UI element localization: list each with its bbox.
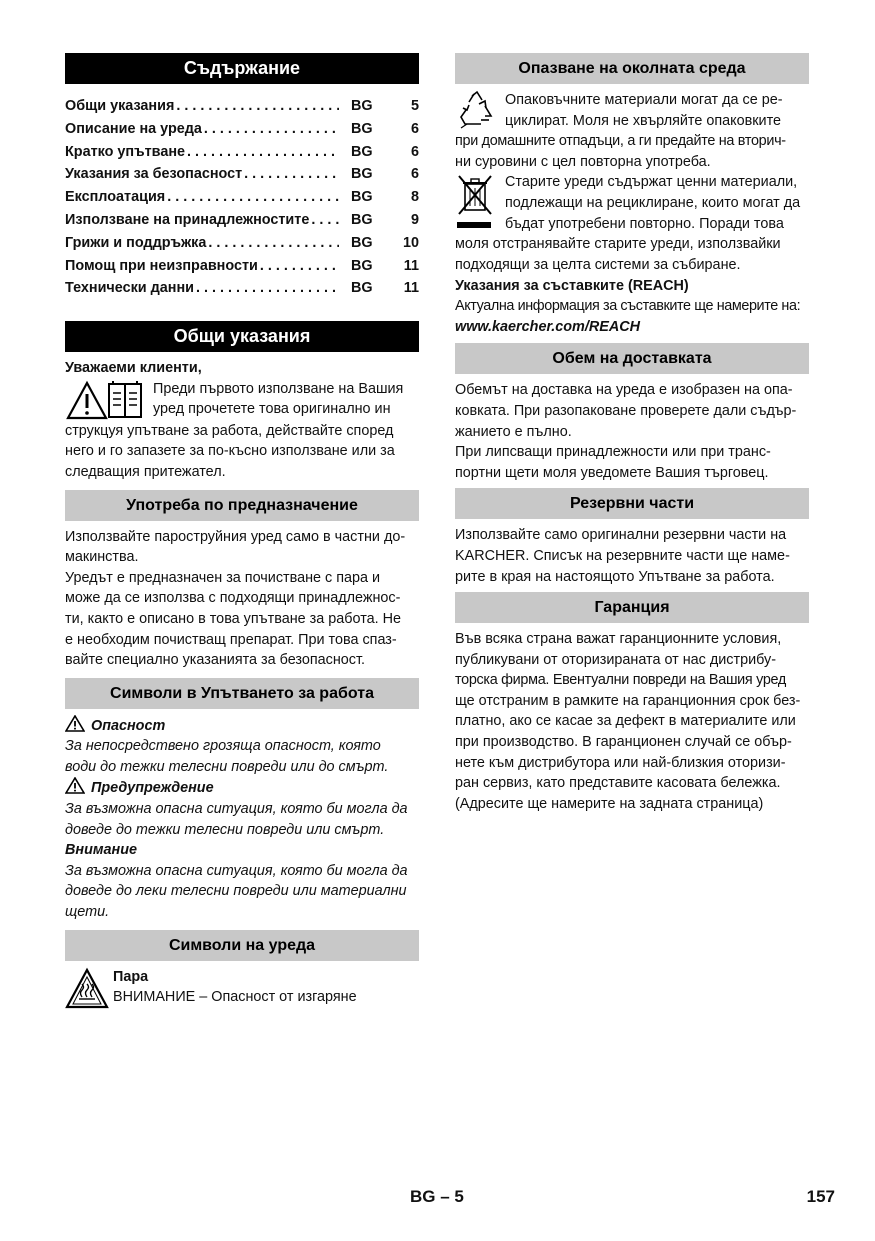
intended-use-line: е необходим почистващ препарат. При това спаз-: [65, 631, 397, 648]
toc-lang: BG: [351, 166, 373, 183]
warranty-line: публикувани от оторизираната от нас дистрибу-: [455, 651, 777, 668]
toc-row[interactable]: [65, 163, 419, 186]
page-footer: [0, 1187, 875, 1213]
reach-text: Актуална информация за съставките ще намерите на:: [455, 298, 801, 315]
environment-heading: Опазване на околната среда: [455, 53, 809, 84]
toc-page: 10: [402, 234, 419, 251]
warranty-text: [455, 629, 809, 814]
toc-leader-dots: [196, 277, 339, 300]
toc-page: 9: [410, 211, 419, 228]
weee-line: бъдат употребени повторно. Поради това: [505, 215, 784, 232]
toc-row[interactable]: [65, 255, 419, 278]
toc-title: Описание на уреда: [65, 120, 202, 137]
warranty-line: платно, ако се касае за дефект в материалите или: [455, 713, 796, 730]
delivery-line: Обемът на доставка на уреда е изобразен на опа-: [455, 382, 793, 399]
table-of-contents: [65, 95, 419, 300]
danger-text: За непосредствено грозяща опасност, която: [65, 738, 381, 755]
caution-label: Внимание: [65, 842, 138, 859]
recycle-line: Опаковъчните материали могат да се ре-: [505, 92, 783, 108]
toc-row[interactable]: [65, 277, 419, 300]
toc-row[interactable]: [65, 232, 419, 255]
warranty-line: при производство. В гаранционен случай се обър-: [455, 734, 792, 751]
intended-use-text: [65, 527, 419, 671]
general-line: струкцуя упътване за работа, действайте според: [65, 422, 394, 439]
reach-url[interactable]: www.kaercher.com/REACH: [455, 318, 641, 335]
warranty-line: нете към дистрибутора или най-близкия оторизи-: [455, 754, 786, 771]
toc-leader-dots: [260, 255, 339, 278]
warning-triangle-icon: [65, 379, 147, 421]
intended-use-heading: Употреба по предназначение: [65, 490, 419, 521]
spare-parts-heading: Резервни части: [455, 488, 809, 519]
delivery-line: При липсващи принадлежности или при транс-: [455, 444, 771, 461]
toc-page: 6: [410, 143, 419, 160]
toc-title: Указания за безопасност: [65, 166, 243, 183]
delivery-line: портни щети моля уведомете Вашия търговец.: [455, 464, 769, 481]
warranty-line: ще отстраним в рамките на гаранционния срок без-: [455, 692, 801, 709]
recycle-icon: [455, 90, 499, 130]
intended-use-line: макинства.: [65, 549, 139, 566]
general-heading: Общи указания: [65, 321, 419, 352]
steam-label: Пара: [113, 968, 149, 985]
warning-label: Предупреждение: [91, 780, 214, 797]
toc-leader-dots: [208, 232, 339, 255]
danger-label: Опасност: [91, 717, 166, 734]
intended-use-line: може да се използва с подходящи принадлежнос-: [65, 590, 401, 607]
page-number: 157: [806, 1187, 835, 1206]
toc-title: Грижи и поддръжка: [65, 234, 207, 251]
toc-lang: BG: [351, 234, 373, 251]
toc-row[interactable]: [65, 209, 419, 232]
page-label: BG – 5: [410, 1187, 464, 1206]
weee-line: моля отстранявайте старите уреди, използвайки: [455, 236, 781, 253]
delivery-line: жанието е пълно.: [455, 423, 572, 440]
toc-lang: BG: [351, 257, 373, 274]
right-column: [455, 53, 809, 814]
toc-lang: BG: [351, 143, 373, 160]
delivery-line: ковката. При разопаковане проверете дали съдър-: [455, 402, 797, 419]
caution-text: За възможна опасна ситуация, която би могла да: [65, 862, 408, 879]
general-intro: [65, 379, 419, 421]
toc-page: 6: [410, 120, 419, 137]
toc-heading: Съдържание: [65, 53, 419, 84]
steam-hazard-icon: [65, 967, 109, 1009]
toc-lang: BG: [351, 98, 373, 114]
danger-warning-icon: [65, 715, 85, 732]
weee-line: подлежащи на рециклиране, които могат да: [505, 194, 801, 211]
toc-lang: BG: [351, 280, 373, 297]
toc-lang: BG: [351, 189, 373, 206]
symbols-device-heading: Символи на уреда: [65, 930, 419, 961]
toc-row[interactable]: [65, 186, 419, 209]
spare-parts-line: KARCHER. Списък на резервните части ще наме-: [455, 547, 790, 564]
greeting: Уважаеми клиенти,: [65, 360, 202, 377]
recycle-line: при домашните отпадъци, а ги предайте на вторич-: [455, 133, 786, 150]
toc-title: Използване на принадлежностите: [65, 211, 310, 228]
spare-parts-line: Използвайте само оригинални резервни части на: [455, 527, 787, 544]
warranty-line: торска фирма. Евентуални повреди на Вашия уред: [455, 672, 787, 689]
warranty-line: Във всяка страна важат гаранционните условия,: [455, 631, 782, 648]
toc-page: 11: [403, 280, 419, 297]
intended-use-line: ти, както е описано в това упътване за работа. Не: [65, 610, 402, 627]
delivery-heading: Обем на доставката: [455, 343, 809, 374]
intended-use-line: Използвайте пароструйния уред само в частни до-: [65, 528, 406, 545]
recycle-line: циклират. Моля не хвърляйте опаковките: [505, 112, 782, 129]
manual-book-icon: [109, 381, 141, 417]
toc-leader-dots: [311, 209, 339, 232]
weee-line: подходящи за целта системи за събиране.: [455, 256, 741, 273]
warranty-line: ран сервиз, като представите касовата бележка.: [455, 775, 781, 792]
toc-page: 8: [410, 189, 419, 206]
toc-title: Общи указания: [65, 98, 175, 114]
toc-leader-dots: [204, 118, 339, 141]
general-line: него и го запазете за по-късно използване или за: [65, 443, 395, 460]
general-line: Преди първото използване на Вашия: [153, 380, 404, 397]
toc-title: Помощ при неизправности: [65, 257, 258, 274]
recycle-block: [455, 90, 809, 131]
toc-lang: BG: [351, 120, 373, 137]
warning-text: доведе до тежки телесни повреди или смърт.: [65, 821, 385, 838]
weee-block: [455, 172, 809, 234]
steam-text: ВНИМАНИЕ – Опасност от изгаряне: [113, 989, 357, 1006]
spare-parts-text: [455, 525, 809, 587]
toc-lang: BG: [351, 211, 373, 228]
toc-leader-dots: [187, 141, 339, 164]
steam-symbol-row: [65, 967, 419, 1009]
warning-label-row: [65, 777, 419, 799]
toc-row[interactable]: [65, 95, 419, 118]
warranty-line: (Адресите ще намерите на задната страница): [455, 795, 764, 812]
danger-text: води до тежки телесни повреди или до смърт.: [65, 758, 389, 775]
symbols-manual-body: [65, 715, 419, 923]
toc-leader-dots: [244, 163, 339, 186]
caution-text: щети.: [65, 904, 110, 921]
symbols-manual-heading: Символи в Упътването за работа: [65, 678, 419, 709]
danger-label-row: [65, 715, 419, 737]
toc-page: 5: [410, 98, 419, 114]
weee-line: Старите уреди съдържат ценни материали,: [505, 174, 798, 191]
warning-icon: [65, 777, 85, 794]
crossed-bin-icon: [455, 172, 497, 234]
toc-leader-dots: [167, 186, 339, 209]
toc-page: 11: [403, 257, 419, 274]
recycle-line: ни суровини с цел повторна употреба.: [455, 153, 711, 170]
intended-use-line: вайте специално указанията за безопасност.: [65, 652, 365, 669]
reach-title: Указания за съставките (REACH): [455, 277, 689, 294]
caution-text: доведе до леки телесни повреди или материални: [65, 883, 407, 900]
left-column: [65, 53, 419, 1009]
toc-row[interactable]: [65, 118, 419, 141]
toc-leader-dots: [176, 95, 339, 118]
toc-page: 6: [410, 166, 419, 183]
warning-text: За възможна опасна ситуация, която би могла да: [65, 801, 408, 818]
toc-row[interactable]: [65, 141, 419, 164]
spare-parts-line: рите в края на настоящото Упътване за работа.: [455, 568, 775, 585]
toc-title: Технически данни: [65, 280, 195, 297]
warranty-heading: Гаранция: [455, 592, 809, 623]
toc-title: Експлоатация: [65, 189, 166, 206]
general-line: следващия притежател.: [65, 463, 226, 480]
intended-use-line: Уредът е предназначен за почистване с пара и: [65, 569, 381, 586]
general-line: уред прочетете това оригинално ин: [153, 401, 391, 418]
toc-title: Кратко упътване: [65, 143, 186, 160]
delivery-text: [455, 380, 809, 483]
